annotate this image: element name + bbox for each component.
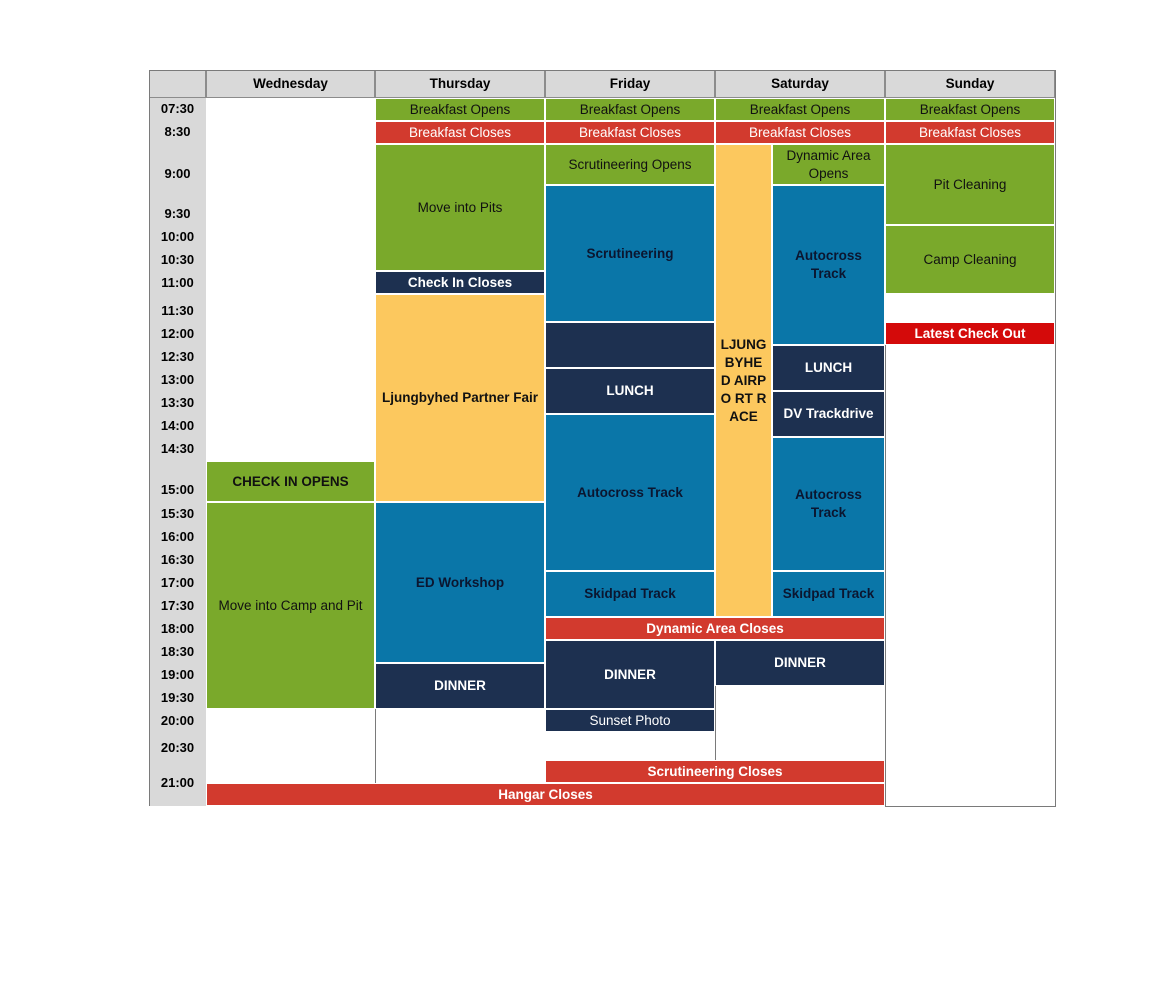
event-lunch: LUNCH — [772, 345, 885, 391]
time-label: 15:00 — [160, 482, 195, 497]
event-block-empty — [545, 322, 715, 368]
event-check-in-opens: CHECK IN OPENS — [206, 461, 375, 502]
day-header-sunday: Sunday — [885, 70, 1055, 98]
event-breakfast-closes: Breakfast Closes — [375, 121, 545, 144]
table-border-right — [1055, 70, 1056, 806]
time-label: 16:00 — [160, 529, 195, 544]
event-scrutineering-closes: Scrutineering Closes — [545, 760, 885, 783]
time-label: 21:00 — [160, 775, 195, 790]
event-sunset-photo: Sunset Photo — [545, 709, 715, 732]
event-camp-cleaning: Camp Cleaning — [885, 225, 1055, 294]
event-dynamic-area-closes: Dynamic Area Closes — [545, 617, 885, 640]
event-ed-workshop: ED Workshop — [375, 502, 545, 663]
event-check-in-closes: Check In Closes — [375, 271, 545, 294]
event-autocross-track: Autocross Track — [772, 185, 885, 345]
table-border-bottom — [885, 806, 1056, 807]
time-label: 14:30 — [160, 441, 195, 456]
event-dinner: DINNER — [375, 663, 545, 709]
time-label: 8:30 — [164, 124, 191, 139]
event-autocross-track: Autocross Track — [772, 437, 885, 571]
time-label: 10:00 — [160, 229, 195, 244]
day-header-friday: Friday — [545, 70, 715, 98]
time-label: 19:30 — [160, 690, 195, 705]
time-label: 07:30 — [160, 101, 195, 116]
event-hangar-closes: Hangar Closes — [206, 783, 885, 806]
event-scrutineering: Scrutineering — [545, 185, 715, 322]
time-label: 19:00 — [160, 667, 195, 682]
event-lunch: LUNCH — [545, 368, 715, 414]
time-label: 14:00 — [160, 418, 195, 433]
event-latest-check-out: Latest Check Out — [885, 322, 1055, 345]
event-partner-fair: Ljungbyhed Partner Fair — [375, 294, 545, 502]
time-label: 16:30 — [160, 552, 195, 567]
event-airport-race: LJUNG BYHED AIRPO RT RACE — [715, 144, 772, 617]
time-label: 13:00 — [160, 372, 195, 387]
event-move-into-camp-and-pit: Move into Camp and Pit — [206, 502, 375, 709]
event-scrutineering-opens: Scrutineering Opens — [545, 144, 715, 185]
event-move-into-pits: Move into Pits — [375, 144, 545, 271]
event-skidpad-track: Skidpad Track — [772, 571, 885, 617]
event-breakfast-opens: Breakfast Opens — [715, 98, 885, 121]
header-corner — [149, 70, 206, 98]
column-divider — [375, 709, 376, 783]
event-dv-trackdrive: DV Trackdrive — [772, 391, 885, 437]
column-divider — [885, 345, 886, 806]
time-label: 12:00 — [160, 326, 195, 341]
day-header-wednesday: Wednesday — [206, 70, 375, 98]
event-skidpad-track: Skidpad Track — [545, 571, 715, 617]
event-breakfast-opens: Breakfast Opens — [885, 98, 1055, 121]
time-label: 17:30 — [160, 598, 195, 613]
time-label: 12:30 — [160, 349, 195, 364]
time-label: 13:30 — [160, 395, 195, 410]
day-header-saturday: Saturday — [715, 70, 885, 98]
time-label: 20:00 — [160, 713, 195, 728]
event-pit-cleaning: Pit Cleaning — [885, 144, 1055, 225]
event-breakfast-opens: Breakfast Opens — [375, 98, 545, 121]
event-breakfast-closes: Breakfast Closes — [885, 121, 1055, 144]
event-dinner: DINNER — [545, 640, 715, 709]
event-breakfast-closes: Breakfast Closes — [715, 121, 885, 144]
time-label: 20:30 — [160, 740, 195, 755]
event-autocross-track: Autocross Track — [545, 414, 715, 571]
time-label: 11:30 — [161, 303, 194, 318]
time-label: 10:30 — [160, 252, 195, 267]
time-label: 18:30 — [160, 644, 195, 659]
time-label: 18:00 — [160, 621, 195, 636]
time-label: 17:00 — [160, 575, 195, 590]
time-label: 9:00 — [164, 166, 191, 181]
event-dynamic-area-opens: Dynamic Area Opens — [772, 144, 885, 185]
table-border-top — [149, 70, 1056, 71]
table-border-left — [149, 70, 150, 806]
event-breakfast-closes: Breakfast Closes — [545, 121, 715, 144]
time-label: 11:00 — [161, 275, 194, 290]
event-breakfast-opens: Breakfast Opens — [545, 98, 715, 121]
day-header-thursday: Thursday — [375, 70, 545, 98]
column-divider — [715, 686, 716, 760]
event-dinner: DINNER — [715, 640, 885, 686]
time-label: 15:30 — [160, 506, 195, 521]
time-label: 9:30 — [164, 206, 191, 221]
